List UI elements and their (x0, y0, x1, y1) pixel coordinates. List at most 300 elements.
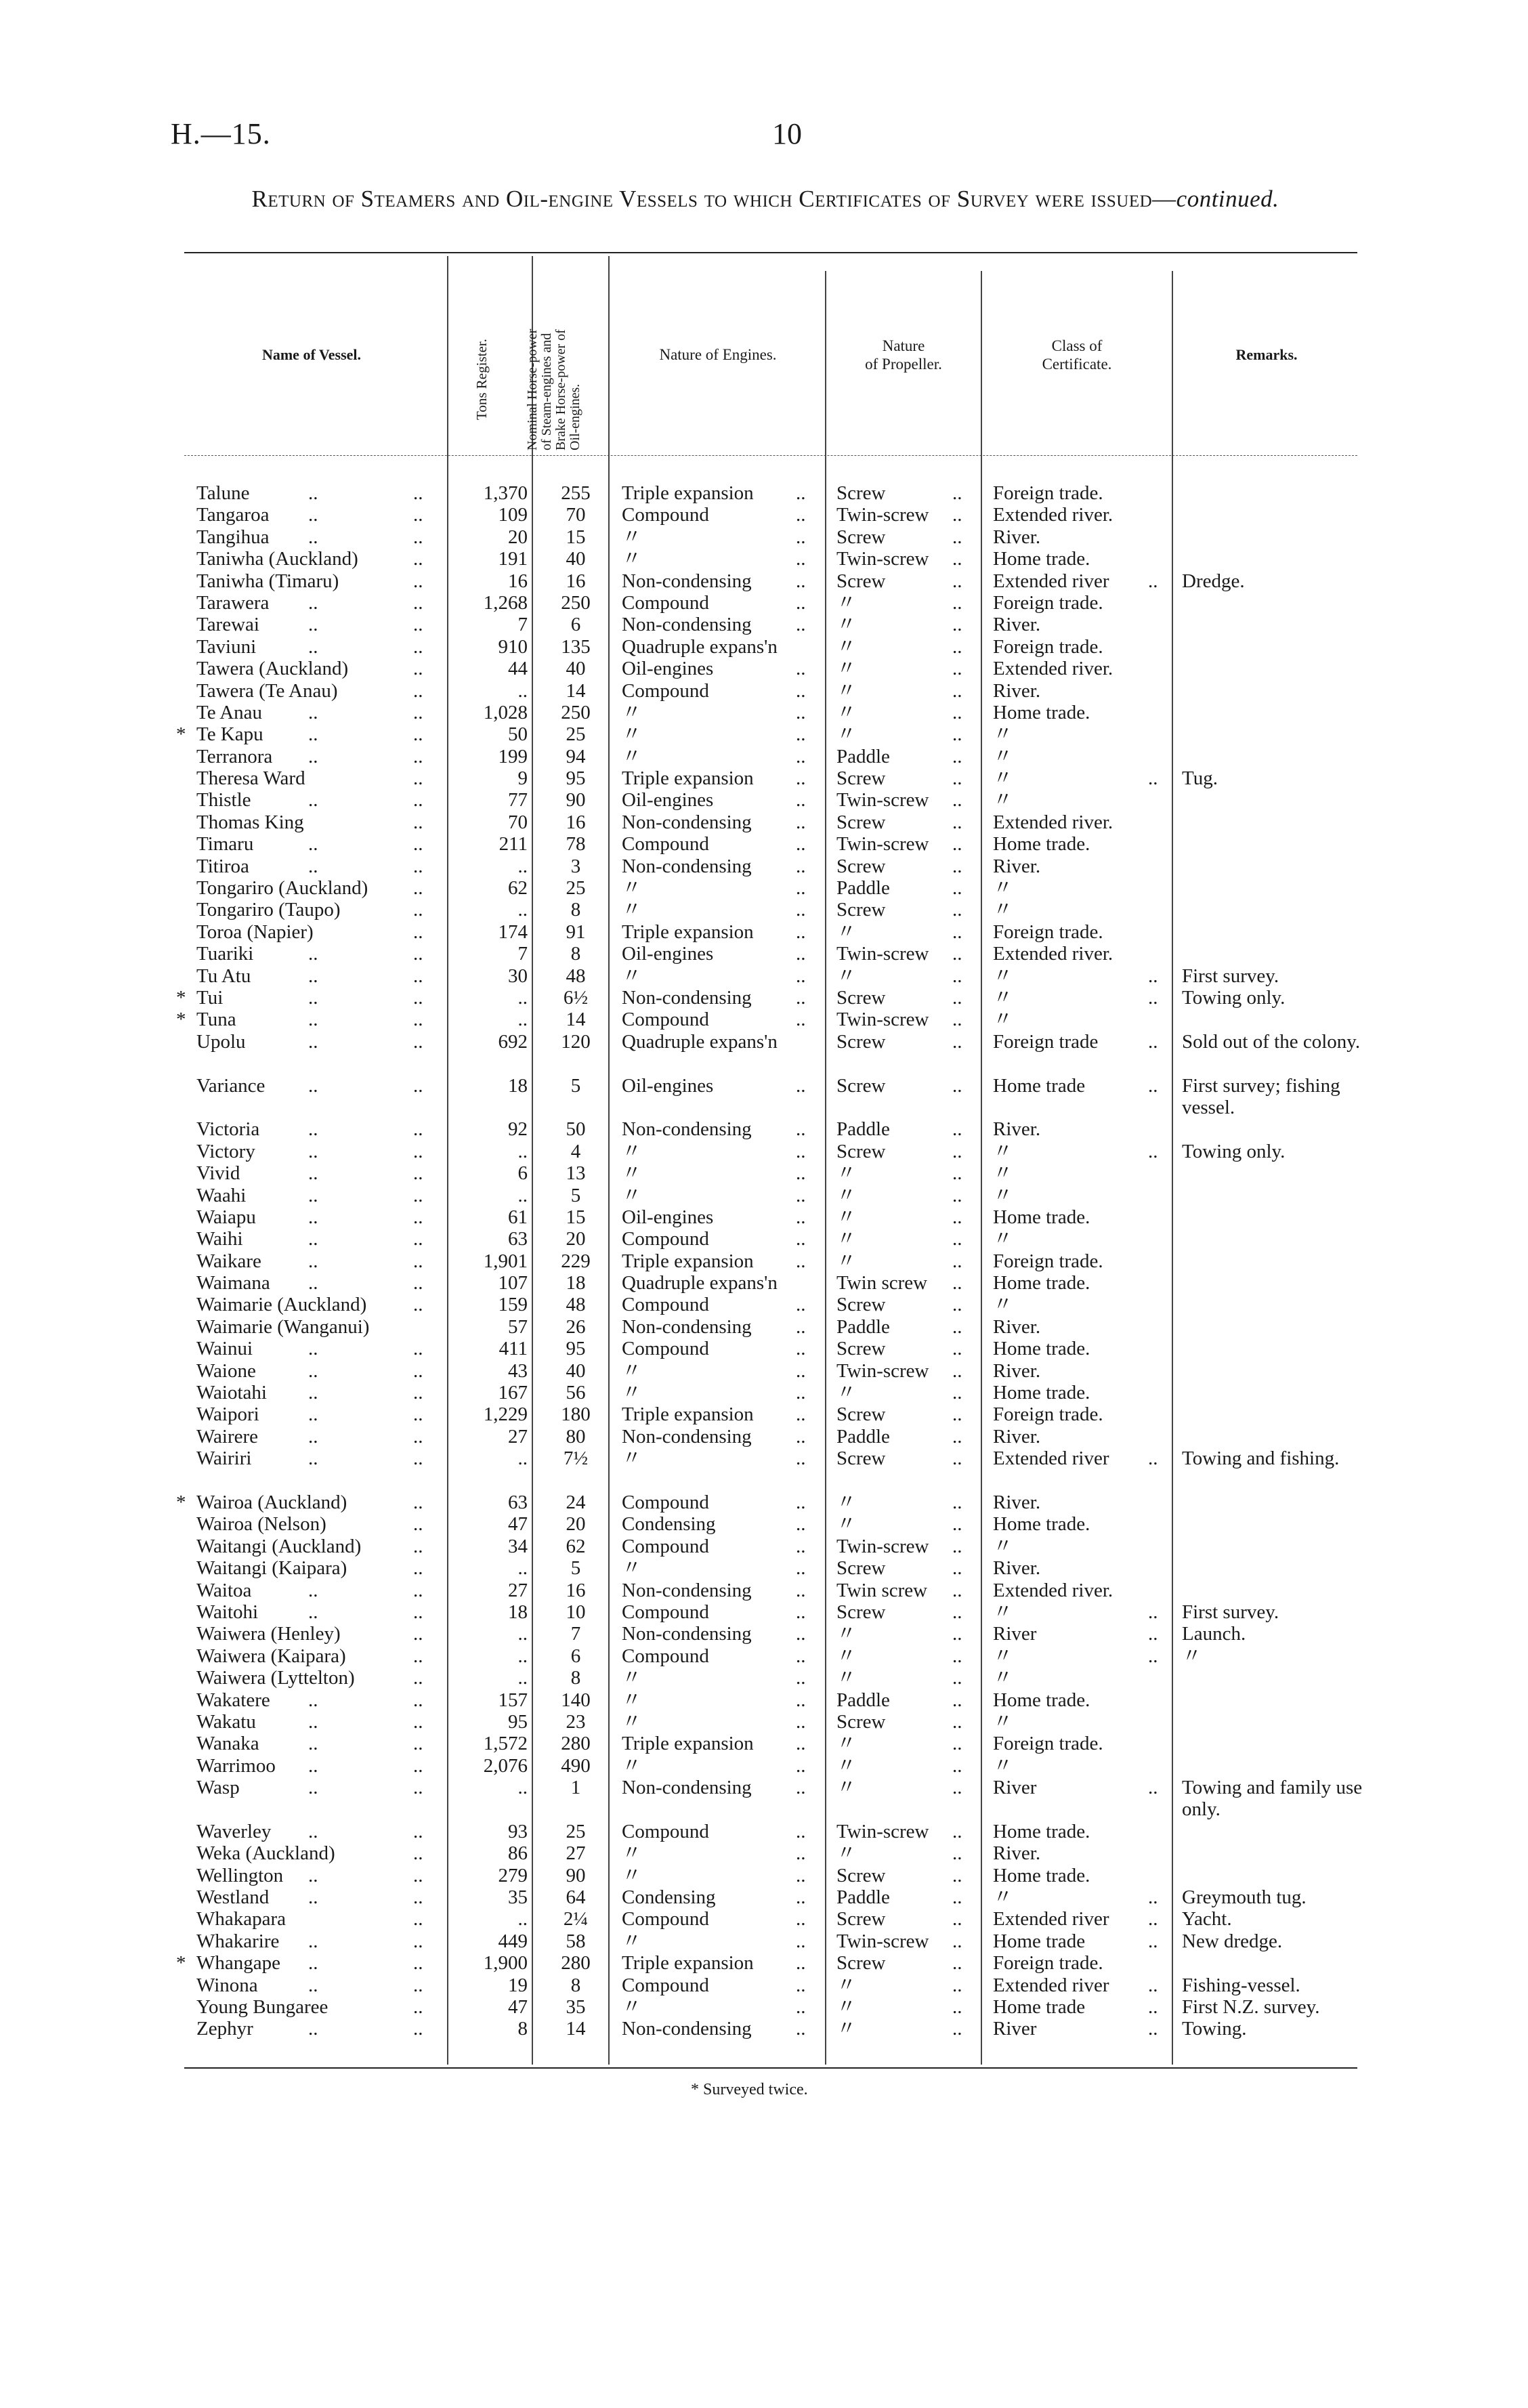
cell-pd: .. (952, 789, 962, 811)
cell-hp: 13 (566, 1162, 586, 1185)
cell-pd: .. (952, 943, 962, 965)
cell-prop: Screw (836, 1294, 886, 1316)
cell-hp: 27 (566, 1842, 586, 1865)
cell-tons: 77 (508, 789, 528, 811)
header-horse-power (526, 329, 582, 450)
cell-prop: Screw (836, 1601, 886, 1623)
cell-tons: .. (517, 1009, 528, 1031)
cell-ed: .. (796, 1448, 806, 1470)
cell-d2: .. (413, 679, 423, 702)
cell-d2: .. (413, 1864, 423, 1886)
cell-ed: .. (796, 1689, 806, 1711)
cell-rem: Fishing-vessel. (1182, 1974, 1300, 1996)
cell-d2: .. (413, 1382, 423, 1404)
cell-d1: .. (308, 789, 318, 811)
cell-pd: .. (952, 833, 962, 856)
cell-hp: 7 (570, 1623, 581, 1645)
page-reference: H.—15. (171, 117, 271, 150)
cell-cls: Home trade. (993, 1864, 1090, 1886)
cell-hp: 15 (566, 526, 586, 548)
cell-pd: .. (952, 1557, 962, 1580)
cell-name: Tongariro (Auckland) (196, 877, 368, 900)
cell-eng: Compound (622, 1492, 709, 1514)
table-row (0, 1996, 1528, 2018)
cell-name: Wairiri (196, 1448, 252, 1470)
cell-prop: Paddle (836, 745, 890, 767)
cell-ed: .. (796, 1382, 806, 1404)
cell-eng: Non-condensing (622, 614, 752, 636)
cell-d1: .. (308, 1448, 318, 1470)
cell-hp: 20 (566, 1513, 586, 1536)
cell-d1: .. (308, 1403, 318, 1426)
cell-hp: 58 (566, 1930, 586, 1952)
cell-d1: .. (308, 482, 318, 504)
table-row (0, 1294, 1528, 1315)
table-row (0, 1162, 1528, 1184)
cell-prop: Twin-screw (836, 833, 929, 856)
cell-d2: .. (413, 1842, 423, 1865)
cell-tons: 18 (508, 1601, 528, 1623)
cell-hp: 56 (566, 1382, 586, 1404)
cell-ed: .. (796, 526, 806, 548)
cell-d2: .. (413, 877, 423, 900)
cell-d2: .. (413, 833, 423, 856)
cell-hp: 62 (566, 1535, 586, 1557)
cell-ed: .. (796, 1338, 806, 1360)
cell-hp: 70 (566, 504, 586, 526)
cell-ed: .. (796, 921, 806, 943)
cell-prop: 〃 (836, 1623, 857, 1645)
cell-tons: 109 (498, 504, 528, 526)
cell-name: Victoria (196, 1118, 260, 1141)
cell-hp: 2¼ (563, 1908, 589, 1930)
table-top-rule (184, 252, 1357, 253)
cell-cls: Home trade. (993, 1820, 1090, 1842)
cell-name: Waione (196, 1359, 256, 1382)
cell-d2: .. (413, 767, 423, 790)
cell-prop: Twin-screw (836, 1535, 929, 1557)
table-row (0, 789, 1528, 811)
cell-pd: .. (952, 658, 962, 680)
table-row (0, 1426, 1528, 1448)
table-row (0, 1821, 1528, 1842)
table-row (0, 1338, 1528, 1359)
cell-prop: Twin-screw (836, 943, 929, 965)
cell-prop: Screw (836, 1952, 886, 1974)
cell-cls: Home trade. (993, 1272, 1090, 1294)
cell-name: Wainui (196, 1338, 253, 1360)
cell-tons: .. (517, 1623, 528, 1645)
cell-d1: .. (308, 1118, 318, 1141)
cell-cls: 〃 (993, 1228, 1013, 1250)
cell-hp: 16 (566, 570, 586, 592)
cell-eng: 〃 (622, 526, 642, 548)
cell-cd: .. (1148, 1777, 1158, 1799)
cell-tons: 1,900 (483, 1952, 528, 1974)
cell-prop: Screw (836, 855, 886, 877)
cell-name: Tangaroa (196, 504, 270, 526)
cell-pd: .. (952, 1009, 962, 1031)
cell-d2: .. (413, 943, 423, 965)
cell-d2: .. (413, 1448, 423, 1470)
cell-pd: .. (952, 1733, 962, 1755)
cell-pd: .. (952, 1338, 962, 1360)
cell-d1: .. (308, 614, 318, 636)
cell-d2: .. (413, 1162, 423, 1185)
table-title-main: Return of Steamers and Oil-engine Vessels to which Certificates of Survey were issued— (251, 186, 1176, 212)
cell-ed: .. (796, 614, 806, 636)
cell-tons: 1,901 (483, 1250, 528, 1272)
cell-name: Whakarire (196, 1930, 280, 1952)
cell-d1: .. (308, 1864, 318, 1886)
table-row (0, 1009, 1528, 1030)
cell-tons: 1,229 (483, 1403, 528, 1426)
cell-name: Titiroa (196, 855, 249, 877)
cell-hp: 6½ (563, 986, 589, 1009)
cell-prop: Paddle (836, 1118, 890, 1141)
cell-d2: .. (413, 1425, 423, 1448)
cell-name: Taviuni (196, 635, 257, 658)
cell-prop: Screw (836, 1030, 886, 1053)
cell-cls: Extended river (993, 1448, 1109, 1470)
cell-ed: .. (796, 833, 806, 856)
cell-tons: 86 (508, 1842, 528, 1865)
cell-mark: * (176, 723, 186, 746)
cell-ed: .. (796, 658, 806, 680)
cell-d2: .. (413, 1777, 423, 1799)
cell-name: Te Anau (196, 701, 263, 723)
cell-pd: .. (952, 1294, 962, 1316)
cell-tons: 70 (508, 811, 528, 833)
cell-ed: .. (796, 1250, 806, 1272)
cell-tons: 7 (517, 614, 528, 636)
cell-tons: 44 (508, 658, 528, 680)
cell-ed: .. (796, 1733, 806, 1755)
cell-hp: 7½ (563, 1448, 589, 1470)
cell-cls: Home trade (993, 1074, 1086, 1097)
cell-cls: 〃 (993, 1710, 1013, 1733)
cell-d1: .. (308, 1009, 318, 1031)
cell-name: Tawera (Auckland) (196, 658, 349, 680)
cell-hp: 15 (566, 1206, 586, 1228)
cell-name: Winona (196, 1974, 258, 1996)
cell-cls: River. (993, 1842, 1041, 1865)
cell-eng: Compound (622, 1645, 709, 1667)
cell-tons: 19 (508, 1974, 528, 1996)
cell-ed: .. (796, 877, 806, 900)
cell-prop: Screw (836, 526, 886, 548)
cell-hp: 280 (561, 1952, 591, 1974)
cell-pd: .. (952, 1777, 962, 1799)
cell-cls: Home trade. (993, 1689, 1090, 1711)
cell-pd: .. (952, 745, 962, 767)
cell-ed: .. (796, 767, 806, 790)
cell-eng: 〃 (622, 1754, 642, 1777)
cell-d2: .. (413, 1601, 423, 1623)
table-row (0, 877, 1528, 899)
cell-ed: .. (796, 570, 806, 592)
cell-d1: .. (308, 1601, 318, 1623)
cell-eng: Non-condensing (622, 1425, 752, 1448)
cell-d1: .. (308, 855, 318, 877)
cell-d2: .. (413, 570, 423, 592)
cell-hp: 18 (566, 1272, 586, 1294)
cell-cls: 〃 (993, 767, 1013, 790)
cell-prop: 〃 (836, 1645, 857, 1667)
table-row (0, 1118, 1528, 1140)
cell-name: Waimarie (Wanganui) (196, 1315, 370, 1338)
cell-cls: 〃 (993, 1294, 1013, 1316)
cell-d1: .. (308, 943, 318, 965)
cell-rem: First survey. (1182, 1601, 1279, 1623)
cell-mark: * (176, 1009, 186, 1031)
cell-name: Wakatu (196, 1710, 256, 1733)
cell-name: Upolu (196, 1030, 246, 1053)
cell-pd: .. (952, 591, 962, 614)
table-row (0, 965, 1528, 987)
cell-d1: .. (308, 1930, 318, 1952)
cell-name: Talune (196, 482, 250, 504)
cell-d1: .. (308, 1272, 318, 1294)
cell-eng: 〃 (622, 1689, 642, 1711)
cell-name: Waikare (196, 1250, 261, 1272)
cell-name: Tuariki (196, 943, 254, 965)
cell-eng: Triple expansion (622, 1403, 754, 1426)
table-row (0, 1513, 1528, 1535)
cell-prop: Paddle (836, 1886, 890, 1909)
cell-name: Theresa Ward (196, 767, 305, 790)
table-row (0, 767, 1528, 789)
table-row (0, 1667, 1528, 1689)
cell-ed: .. (796, 1118, 806, 1141)
cell-ed: .. (796, 1777, 806, 1799)
header-tons-register: Tons Register. (473, 339, 490, 420)
cell-ed: .. (796, 1492, 806, 1514)
cell-prop: 〃 (836, 1974, 857, 1996)
cell-hp: 25 (566, 877, 586, 900)
table-row (0, 987, 1528, 1009)
cell-eng: Quadruple expans'n (622, 635, 778, 658)
cell-d1: .. (308, 723, 318, 746)
cell-cls: 〃 (993, 745, 1013, 767)
cell-cls: River (993, 1777, 1037, 1799)
cell-name: Waiwera (Kaipara) (196, 1645, 346, 1667)
cell-eng: 〃 (622, 701, 642, 723)
cell-hp: 14 (566, 2018, 586, 2040)
cell-ed: .. (796, 548, 806, 570)
cell-d1: .. (308, 986, 318, 1009)
cell-pd: .. (952, 1908, 962, 1930)
cell-ed: .. (796, 1820, 806, 1842)
table-row (0, 636, 1528, 658)
table-row (0, 1974, 1528, 1996)
cell-d2: .. (413, 1667, 423, 1689)
cell-tons: 92 (508, 1118, 528, 1141)
footnote: * Surveyed twice. (691, 2081, 808, 2098)
cell-prop: Screw (836, 1140, 886, 1162)
cell-tons: 7 (517, 943, 528, 965)
cell-rem: Sold out of the colony. (1182, 1030, 1361, 1053)
cell-rem: Greymouth tug. (1182, 1886, 1307, 1909)
cell-ed: .. (796, 1908, 806, 1930)
cell-name: Wairere (196, 1425, 259, 1448)
cell-pd: .. (952, 1492, 962, 1514)
cell-pd: .. (952, 986, 962, 1009)
cell-cls: River. (993, 526, 1041, 548)
table-row (0, 1645, 1528, 1667)
cell-pd: .. (952, 1535, 962, 1557)
cell-pd: .. (952, 811, 962, 833)
cell-ed: .. (796, 1623, 806, 1645)
table-row (0, 1601, 1528, 1623)
header-class-of-certificate (983, 337, 1170, 373)
cell-ed: .. (796, 679, 806, 702)
cell-tons: .. (517, 899, 528, 921)
cell-ed: .. (796, 701, 806, 723)
cell-pd: .. (952, 1272, 962, 1294)
cell-hp: 48 (566, 1294, 586, 1316)
cell-eng: 〃 (622, 1864, 642, 1886)
cell-d1: .. (308, 1382, 318, 1404)
cell-tons: 27 (508, 1425, 528, 1448)
cell-hp: 91 (566, 921, 586, 943)
cell-eng: 〃 (622, 899, 642, 921)
cell-hp: 8 (570, 1974, 581, 1996)
cell-name: Weka (Auckland) (196, 1842, 335, 1865)
cell-tons: 6 (517, 1162, 528, 1185)
cell-tons: 199 (498, 745, 528, 767)
cell-d2: .. (413, 635, 423, 658)
cell-tons: .. (517, 986, 528, 1009)
cell-d1: .. (308, 701, 318, 723)
cell-cls: Foreign trade. (993, 1403, 1103, 1426)
cell-pd: .. (952, 482, 962, 504)
table-row (0, 1403, 1528, 1425)
cell-cls: River (993, 1623, 1037, 1645)
cell-eng: 〃 (622, 965, 642, 987)
cell-prop: Screw (836, 1710, 886, 1733)
cell-name: Thistle (196, 789, 251, 811)
cell-name: Timaru (196, 833, 254, 856)
cell-pd: .. (952, 1996, 962, 2019)
cell-eng: Oil-engines (622, 1206, 714, 1228)
cell-pd: .. (952, 1382, 962, 1404)
cell-hp: 180 (561, 1403, 591, 1426)
header-propeller-line-2: of Propeller. (865, 356, 942, 373)
cell-prop: 〃 (836, 1184, 857, 1206)
cell-tons: 20 (508, 526, 528, 548)
cell-pd: .. (952, 701, 962, 723)
cell-tons: 50 (508, 723, 528, 746)
cell-eng: Oil-engines (622, 943, 714, 965)
table-row (0, 811, 1528, 833)
cell-ed: .. (796, 1930, 806, 1952)
cell-ed: .. (796, 1425, 806, 1448)
cell-cls: Home trade. (993, 833, 1090, 856)
cell-name: Waiapu (196, 1206, 256, 1228)
cell-tons: .. (517, 1908, 528, 1930)
cell-cls: 〃 (993, 789, 1013, 811)
cell-d2: .. (413, 1952, 423, 1974)
cell-cls: Home trade. (993, 1382, 1090, 1404)
cell-tons: .. (517, 1184, 528, 1206)
header-hp-line-2: of Steam-engines and (539, 333, 554, 450)
cell-cls: Extended river (993, 1908, 1109, 1930)
cell-pd: .. (952, 1359, 962, 1382)
cell-d2: .. (413, 504, 423, 526)
cell-name: Waihi (196, 1228, 243, 1250)
cell-name: Zephyr (196, 2018, 253, 2040)
cell-eng: Compound (622, 1820, 709, 1842)
header-class-line-1: Class of (1051, 337, 1103, 354)
cell-mark: * (176, 1952, 186, 1974)
cell-ed: .. (796, 1315, 806, 1338)
cell-eng: Compound (622, 1294, 709, 1316)
cell-tons: 30 (508, 965, 528, 987)
cell-ed: .. (796, 723, 806, 746)
table-row (0, 1755, 1528, 1777)
cell-prop: Screw (836, 1403, 886, 1426)
cell-cd: .. (1148, 1030, 1158, 1053)
cell-mark: * (176, 1492, 186, 1514)
cell-ed: .. (796, 2018, 806, 2040)
cell-ed: .. (796, 1184, 806, 1206)
cell-pd: .. (952, 1645, 962, 1667)
cell-pd: .. (952, 1030, 962, 1053)
cell-cls: River. (993, 1557, 1041, 1580)
cell-hp: 40 (566, 1359, 586, 1382)
cell-name: Wakatere (196, 1689, 270, 1711)
cell-hp: 94 (566, 745, 586, 767)
cell-prop: 〃 (836, 1754, 857, 1777)
cell-rem: Towing and family use only. (1182, 1777, 1363, 1821)
cell-prop: Paddle (836, 1315, 890, 1338)
cell-tons: 61 (508, 1206, 528, 1228)
cell-ed: .. (796, 1513, 806, 1536)
cell-cls: Foreign trade. (993, 1952, 1103, 1974)
cell-d2: .. (413, 1623, 423, 1645)
cell-cls: 〃 (993, 1601, 1013, 1623)
cell-rem: First N.Z. survey. (1182, 1996, 1320, 2019)
table-row (0, 1492, 1528, 1513)
cell-cd: .. (1148, 1996, 1158, 2019)
cell-hp: 5 (570, 1184, 581, 1206)
cell-eng: 〃 (622, 1667, 642, 1689)
table-row (0, 1842, 1528, 1864)
cell-cd: .. (1148, 1974, 1158, 1996)
cell-prop: Screw (836, 1557, 886, 1580)
cell-cd: .. (1148, 1930, 1158, 1952)
cell-name: Waitangi (Auckland) (196, 1535, 362, 1557)
table-row (0, 1185, 1528, 1206)
table-row (0, 658, 1528, 679)
table-row (0, 1711, 1528, 1733)
cell-rem: Tug. (1182, 767, 1218, 790)
cell-prop: Twin-screw (836, 1009, 929, 1031)
cell-cls: River. (993, 679, 1041, 702)
table-row (0, 833, 1528, 855)
cell-ed: .. (796, 1359, 806, 1382)
table-row (0, 702, 1528, 723)
cell-pd: .. (952, 1513, 962, 1536)
cell-d2: .. (413, 1820, 423, 1842)
cell-eng: 〃 (622, 548, 642, 570)
table-row (0, 856, 1528, 877)
cell-cd: .. (1148, 1908, 1158, 1930)
cell-d1: .. (308, 1162, 318, 1185)
cell-cls: 〃 (993, 1162, 1013, 1185)
cell-cls: Home trade (993, 1930, 1086, 1952)
